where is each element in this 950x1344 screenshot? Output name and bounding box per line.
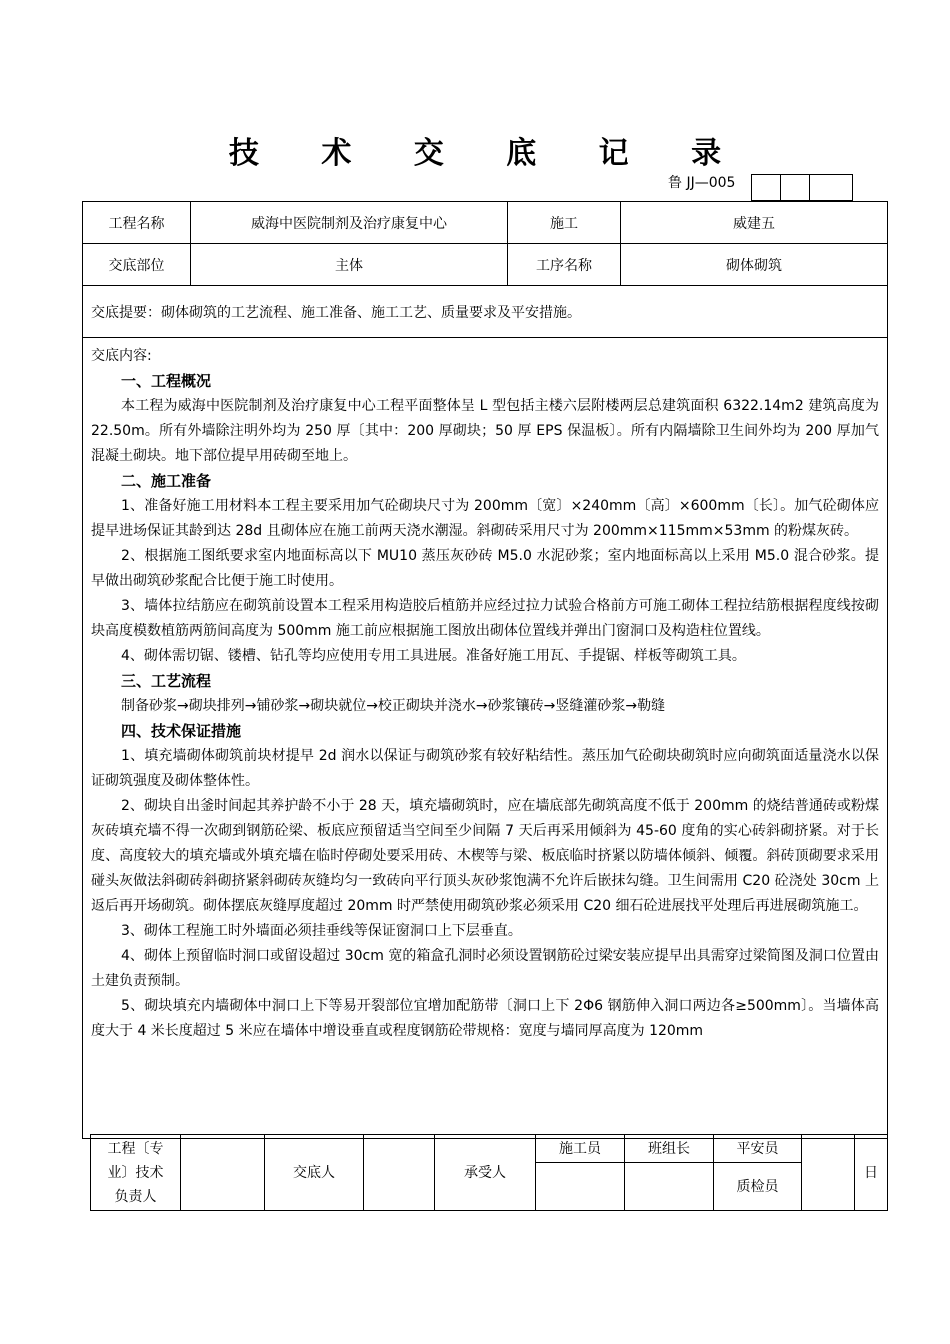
tech-lead-label: 工程〔专业〕技术负责人	[91, 1135, 181, 1211]
process-label: 工序名称	[508, 244, 621, 286]
tech-lead-signature[interactable]	[181, 1135, 265, 1211]
date-field[interactable]	[802, 1135, 855, 1211]
section-4-paragraph-1: 1、填充墙砌体砌筑前块材提早 2d 润水以保证与砌筑砂浆有较好粘结性。蒸压加气砼砌块砌筑时应向砌筑面适量浇水以保证砌筑强度及砌体整体性。	[91, 748, 879, 789]
quality-inspector-label: 质检员	[714, 1163, 802, 1211]
worker-signature[interactable]	[536, 1163, 625, 1211]
content-label: 交底内容:	[91, 348, 152, 364]
signature-table	[90, 1134, 888, 1211]
section-2-paragraph-2: 2、根据施工图纸要求室内地面标高以下 MU10 蒸压灰砂砖 M5.0 水泥砂浆；室内地面标高以上采用 M5.0 混合砂浆。提早做出砌筑砂浆配合比便于施工时使用。	[91, 548, 879, 589]
section-4-paragraph-2: 2、砌块自出釜时间起其养护龄不小于 28 天，填充墙砌筑时，应在墙底部先砌筑高度不低于 200mm 的烧结普通砖或粉煤灰砖填充墙不得一次砌到钢筋砼梁、板底应预留适当空间至少间隔 7 天后再采用倾斜为 45-60 度角的实心砖斜砌挤紧。对于长度、高度较大的填充墙或外填充墙在临时停砌处要采用砖、木楔等与梁、板底临时挤紧以防墙体倾斜、倾覆。斜砖顶砌要求采用碰头灰做法斜砌砖斜砌挤紧斜砌砖灰缝均匀一致砖向平行顶头灰砂浆饱满不允许后嵌抹勾缝。卫生间需用 C20 砼浇处 30cm 上返后再开场砌筑。砌体摆底灰缝厚度超过 20mm 时严禁使用砌筑砂浆必须采用 C20 细石砼进展找平处理后再进展砌筑施工。	[91, 798, 879, 914]
disclosure-summary: 交底提要：砌体砌筑的工艺流程、施工准备、施工工艺、质量要求及平安措施。	[83, 286, 888, 338]
process-value: 砌体砌筑	[621, 244, 888, 286]
day-label: 日	[855, 1135, 888, 1211]
section-4-paragraph-3: 3、砌体工程施工时外墙面必须挂垂线等保证窗洞口上下层垂直。	[121, 923, 522, 939]
section-1-paragraph-1: 本工程为威海中医院制剂及治疗康复中心工程平面整体呈 L 型包括主楼六层附楼两层总建筑面积 6322.14m2 建筑高度为 22.50m。所有外墙除注明外均为 250 厚〔其中：200 厚砌块；50 厚 EPS 保温板〕。所有内隔墙除卫生间外均为 200 厚加气混凝土砌块。地下部位提早用砖砌至地上。	[91, 398, 879, 464]
document-title: 技 术 交 底 记 录	[228, 136, 748, 171]
section-2-paragraph-1: 1、准备好施工用材料本工程主要采用加气砼砌块尺寸为 200mm〔宽〕×240mm〔高〕×600mm〔长〕。加气砼砌体应提早进场保证其龄到达 28d 且砌体应在施工前两天浇水潮湿。斜砌砖采用尺寸为 200mm×115mm×53mm 的粉煤灰砖。	[91, 498, 879, 539]
number-boxes	[751, 174, 853, 201]
construction-unit-value: 威建五	[621, 202, 888, 244]
section-2-title: 二、施工准备	[121, 472, 212, 490]
section-2-paragraph-3: 3、墙体拉结筋应在砌筑前设置本工程采用构造胶后植筋并应经过拉力试验合格前方可施工砌体工程拉结筋根据程度线按砌块高度模数植筋两筋间高度为 500mm 施工前应根据施工图放出砌体位置线并弹出门窗洞口及构造柱位置线。	[91, 598, 879, 639]
receiver-label: 承受人	[435, 1135, 536, 1211]
section-2-paragraph-4: 4、砌体需切锯、镂槽、钻孔等均应使用专用工具进展。准备好施工用瓦、手提锯、样板等砌筑工具。	[121, 648, 746, 664]
document-number: 鲁 JJ—005	[668, 175, 736, 191]
worker-label: 施工员	[536, 1135, 625, 1163]
disclosure-content	[83, 338, 888, 1139]
discloser-label: 交底人	[265, 1135, 364, 1211]
section-4-title: 四、技术保证措施	[121, 722, 242, 740]
section-4-paragraph-5: 5、砌块填充内墙砌体中洞口上下等易开裂部位宜增加配筋带〔洞口上下 2Φ6 钢筋伸入洞口两边各≥500mm〕。当墙体高度大于 4 米长度超过 5 米应在墙体中增设垂直或程度钢筋砼带规格：宽度与墙同厚高度为 120mm	[91, 998, 879, 1039]
part-label: 交底部位	[83, 244, 191, 286]
construction-label: 施工	[508, 202, 621, 244]
section-3-paragraph-1: 制备砂浆→砌块排列→铺砂浆→砌块就位→校正砌块并浇水→砂浆镶砖→竖缝灌砂浆→勒缝	[121, 698, 666, 714]
section-3-title: 三、工艺流程	[121, 672, 212, 690]
section-1-title: 一、工程概况	[121, 372, 212, 390]
team-leader-label: 班组长	[625, 1135, 714, 1163]
team-leader-signature[interactable]	[625, 1163, 714, 1211]
disclosure-table	[82, 201, 888, 1139]
discloser-signature[interactable]	[364, 1135, 435, 1211]
part-value: 主体	[191, 244, 508, 286]
project-name-label: 工程名称	[83, 202, 191, 244]
section-4-paragraph-4: 4、砌体上预留临时洞口或留设超过 30cm 宽的箱盒孔洞时必须设置钢筋砼过梁安装应提早出具需穿过梁简图及洞口位置由土建负责预制。	[91, 948, 879, 989]
safety-officer-label: 平安员	[714, 1135, 802, 1163]
project-name-value: 威海中医院制剂及治疗康复中心	[191, 202, 508, 244]
